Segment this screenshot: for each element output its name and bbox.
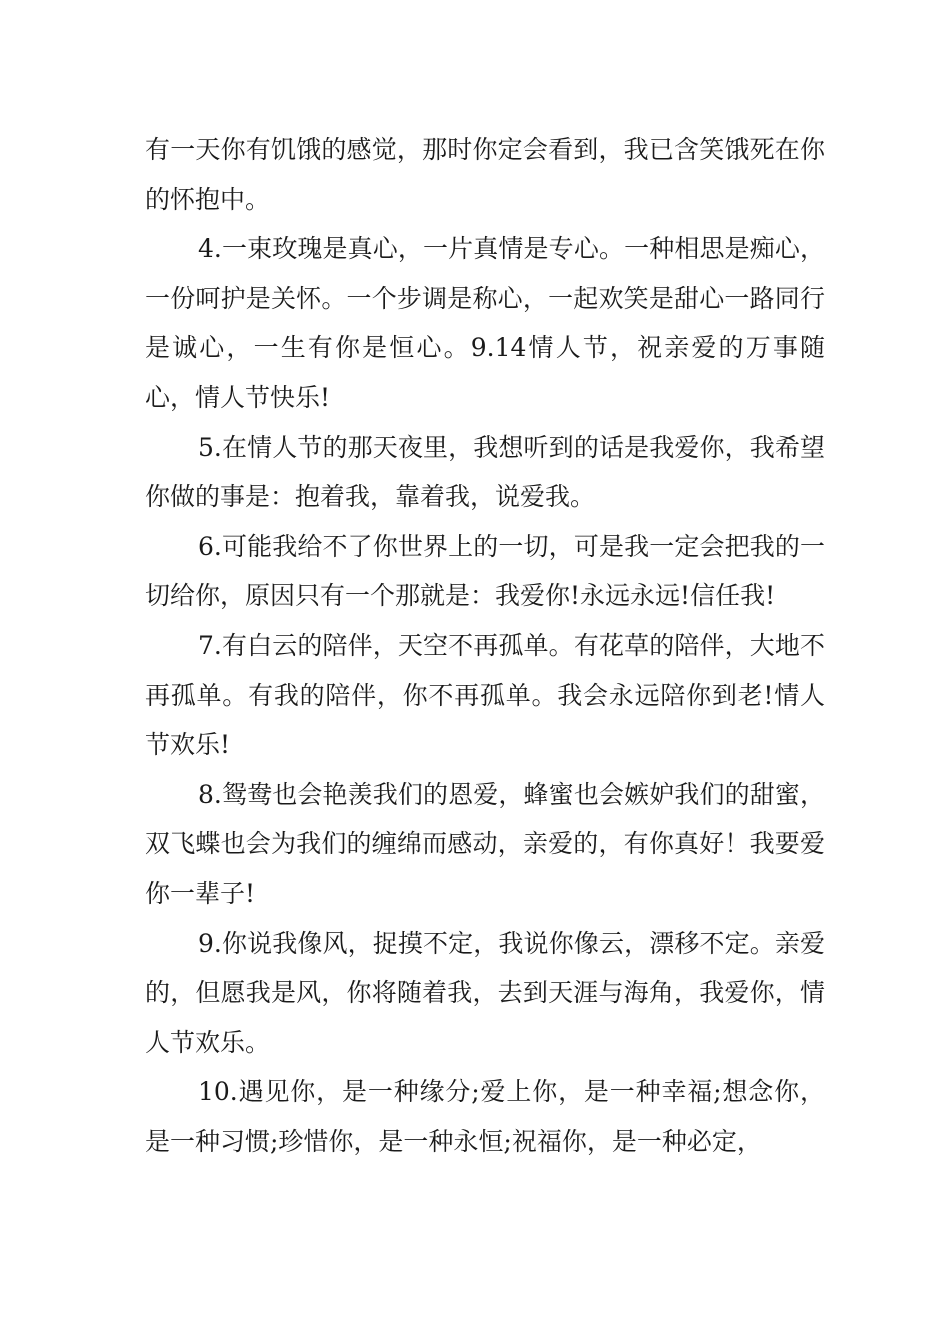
paragraph-continuation: 有一天你有饥饿的感觉，那时你定会看到，我已含笑饿死在你的怀抱中。 <box>145 135 825 214</box>
paragraph-item-8: 8.鸳鸯也会艳羡我们的恩爱，蜂蜜也会嫉妒我们的甜蜜，双飞蝶也会为我们的缠绵而感动，亲爱的，有你真好！我要爱你一辈子! <box>145 779 825 908</box>
paragraph-item-5: 5.在情人节的那天夜里，我想听到的话是我爱你，我希望你做的事是：抱着我，靠着我，说爱我。 <box>145 432 825 512</box>
paragraph-item-7: 7.有白云的陪伴，天空不再孤单。有花草的陪伴，大地不再孤单。有我的陪伴，你不再孤单。我会永远陪你到老!情人节欢乐! <box>145 630 825 760</box>
paragraph-item-6: 6.可能我给不了你世界上的一切，可是我一定会把我的一切给你，原因只有一个那就是：我爱你!永远永远!信任我! <box>145 531 825 611</box>
paragraph-item-10: 10.遇见你，是一种缘分;爱上你，是一种幸福;想念你，是一种习惯;珍惜你，是一种永恒;祝福你，是一种必定， <box>145 1077 825 1156</box>
paragraph-item-9: 9.你说我像风，捉摸不定，我说你像云，漂移不定。亲爱的，但愿我是风，你将随着我，去到天涯与海角，我爱你，情人节欢乐。 <box>145 928 825 1057</box>
document-body <box>145 125 825 1166</box>
paragraph-item-4: 4.一束玫瑰是真心，一片真情是专心。一种相思是痴心，一份呵护是关怀。一个步调是称心，一起欢笑是甜心一路同行是诚心，一生有你是恒心。9.14情人节，祝亲爱的万事随心，情人节快乐! <box>145 234 825 412</box>
